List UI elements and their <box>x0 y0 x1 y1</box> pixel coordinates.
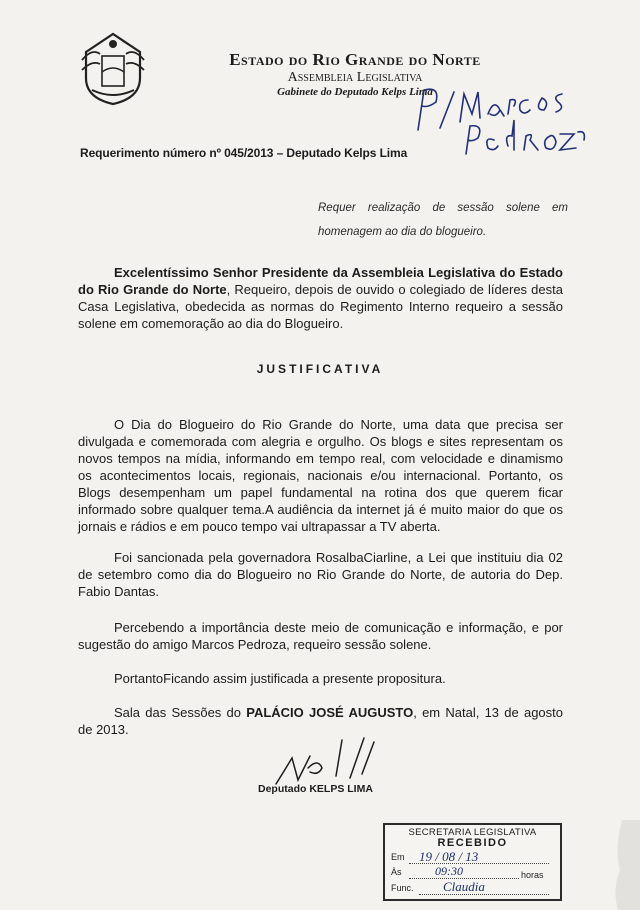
stamp-title: SECRETARIA LEGISLATIVA <box>408 827 537 838</box>
requerimento-summary: Requer realização de sessão solene em homenagem ao dia do blogueiro. <box>318 202 568 238</box>
scan-edge-icon <box>592 820 640 910</box>
signature-label: Deputado KELPS LIMA <box>258 783 373 795</box>
header-office: Gabinete do Deputado Kelps Lima <box>277 86 433 98</box>
justificativa-paragraph-4: PortantoFicando assim justificada a presente propositura. <box>114 671 446 686</box>
stamp-row-func <box>391 883 414 893</box>
header-assembly: Assembleia Legislativa <box>287 70 423 85</box>
header-state: Estado do Rio Grande do Norte <box>229 50 481 69</box>
stamp-row-date <box>391 852 409 862</box>
justificativa-paragraph-2: Foi sancionada pela governadora RosalbaCiarline, a Lei que instituiu dia 02 de setembro como dia do Blogueiro no Rio Grande do Norte, de autoria do Dep. Fabio Dantas. <box>78 550 563 599</box>
justificativa-paragraph-1: O Dia do Blogueiro do Rio Grande do Norte, uma data que precisa ser divulgada e comemorada com alegria e orgulho. Os blogs e sites representam os novos tempos na mídia, informando em tempo real, com velocidade e dinamismo os acontecimentos locais, regionais, nacionais e/ou internacional. Portanto, os Blogs desempenham um papel fundamental na rotina dos que querem ficar informado sobre qualquer tema.A audiência da internet já é muito maior do que os jornais e rádios e em pouco tempo vai ultrapassar a TV aberta. <box>78 417 563 534</box>
stamp-func-label: Func. <box>391 883 414 893</box>
palacio-name: PALÁCIO JOSÉ AUGUSTO <box>246 705 414 720</box>
handwritten-note-icon <box>410 70 590 160</box>
stamp-row-time <box>391 867 409 877</box>
justificativa-title: JUSTIFICATIVA <box>256 362 384 376</box>
reception-stamp <box>383 823 562 901</box>
intro-bold-lead: Excelentíssimo Senhor Presidente da Assembleia Legislativa do Estado do Rio Grande do Norte <box>78 265 563 297</box>
stamp-em-label: Em <box>391 852 405 862</box>
signature-scribble-icon <box>272 728 382 788</box>
intro-paragraph <box>78 264 563 332</box>
stamp-date-value: 19 / 08 / 13 <box>419 849 479 864</box>
stamp-time-value: 09:30 <box>435 864 463 878</box>
sala-pre: Sala das Sessões do <box>114 705 247 720</box>
requerimento-number: Requerimento número nº 045/2013 – Deputado Kelps Lima <box>80 146 408 160</box>
justificativa-paragraph-3: Percebendo a importância deste meio de comunicação e informação, e por sugestão do amigo Marcos Pedroza, requeiro sessão solene. <box>78 620 563 652</box>
coat-of-arms-icon <box>78 30 148 106</box>
stamp-received: RECEBIDO <box>437 837 508 849</box>
stamp-func-value: Claudia <box>443 879 485 894</box>
intro-text: , Requeiro, depois de ouvido o colegiado de líderes desta Casa Legislativa, obedecida as normas do Regimento Interno requeiro a sessão solene em comemoração ao dia do Blogueiro. <box>78 282 563 331</box>
stamp-as-label: Às <box>391 867 402 877</box>
sala-post: , em Natal, 13 de agosto de 2013. <box>78 705 563 737</box>
stamp-horas-label: horas <box>521 870 544 880</box>
